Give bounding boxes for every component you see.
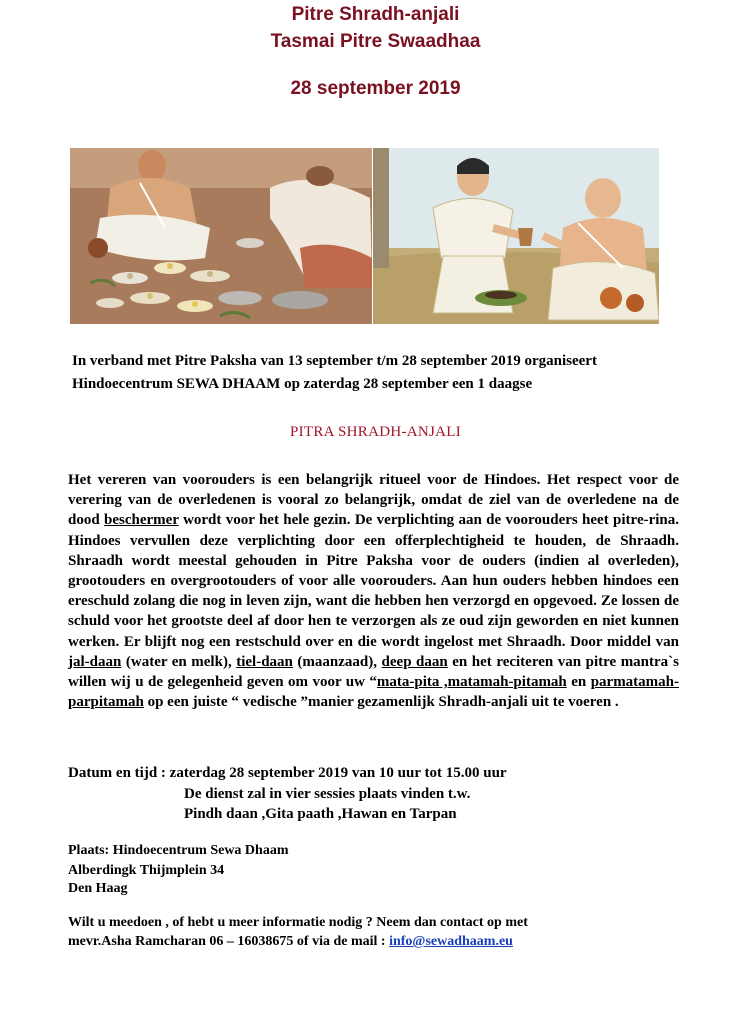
place-line-1: Plaats: Hindoecentrum Sewa Dhaam xyxy=(68,843,289,858)
intro-line-2: Hindoecentrum SEWA DHAAM op zaterdag 28 september een 1 daagse xyxy=(72,376,533,392)
para-underlined-tiel-daan: tiel-daan xyxy=(236,653,293,670)
para-underlined-mata-pita: mata-pita ,matamah-pitamah xyxy=(376,674,567,691)
para-text-4: (maanzaad), xyxy=(292,653,382,670)
place-city: Den Haag xyxy=(68,881,128,896)
ritual-photo xyxy=(70,148,372,324)
datetime-line-3: Pindh daan ,Gita paath ,Hawan en Tarpan xyxy=(184,806,457,822)
para-text-6: en xyxy=(566,674,591,691)
para-text-3: (water en melk), xyxy=(121,653,237,670)
title-line-2: Tasmai Pitre Swaadhaa xyxy=(270,31,481,52)
offering-illustration xyxy=(373,148,659,324)
contact-line-2 xyxy=(68,934,513,950)
para-underlined-beschermer: beschermer xyxy=(104,512,179,529)
illustration-photo xyxy=(373,148,659,324)
para-underlined-jal-daan: jal-daan xyxy=(68,653,122,670)
para-text-5: en het reciteren van pitre mantra`s willen wij u de gelegenheid geven om voor uw “ xyxy=(68,653,680,691)
ritual-photo-illustration xyxy=(70,148,372,324)
para-underlined-parmatamah: parmatamah-parpitamah xyxy=(68,674,680,711)
para-text-1: Het vereren van voorouders is een belangrijk ritueel voor de Hindoes. Het respect voor de verering van de overledenen is vooral zo belangrijk, omdat de ziel van de overledene na de dood xyxy=(68,472,679,529)
datetime-line-1: Datum en tijd : zaterdag 28 september 2019 van 10 uur tot 15.00 uur xyxy=(68,765,507,781)
title-line-1: Pitre Shradh-anjali xyxy=(291,4,460,25)
section-heading: PITRA SHRADH-ANJALI xyxy=(289,424,462,440)
email-link[interactable]: info@sewadhaam.eu xyxy=(389,934,513,949)
place-address: Alberdingk Thijmplein 34 xyxy=(68,863,225,878)
para-text-2: wordt voor het hele gezin. De verplichting aan de voorouders heet pitre-rina. Hindoes vervullen deze verplichting door een offerplechtigheid te houden, de Shraadh. Shraadh wordt meestal gehouden in Pitre Paksha voor de ouders (indien al overleden), grootouders en overgrootouders of voor alle voorouders. Aan hun ouders hebben hindoes een ereschuld zolang die nog in leven zijn, want die hebben hen verzorgd en opgevoed. Ze lossen de schuld voor het grootste deel af door hen te verzorgen als ze oud zijn geworden en niet kunnen werken. Er blijft nog een restschuld over en die wordt ingelost met Shraadh. Door middel van xyxy=(68,512,680,650)
event-date: 28 september 2019 xyxy=(290,78,461,99)
para-text-7: op een juiste “ vedische ”manier gezamenlijk Shradh-anjali uit te voeren . xyxy=(143,694,619,711)
contact-person-phone: mevr.Asha Ramcharan 06 – 16038675 of via de mail : xyxy=(68,934,390,949)
intro-line-1: In verband met Pitre Paksha van 13 september t/m 28 september 2019 organiseert xyxy=(72,353,597,369)
para-underlined-deep-daan: deep daan xyxy=(381,653,448,670)
datetime-line-2: De dienst zal in vier sessies plaats vinden t.w. xyxy=(184,786,471,802)
body-paragraph xyxy=(68,470,679,712)
contact-line-1: Wilt u meedoen , of hebt u meer informatie nodig ? Neem dan contact op met xyxy=(68,915,528,930)
